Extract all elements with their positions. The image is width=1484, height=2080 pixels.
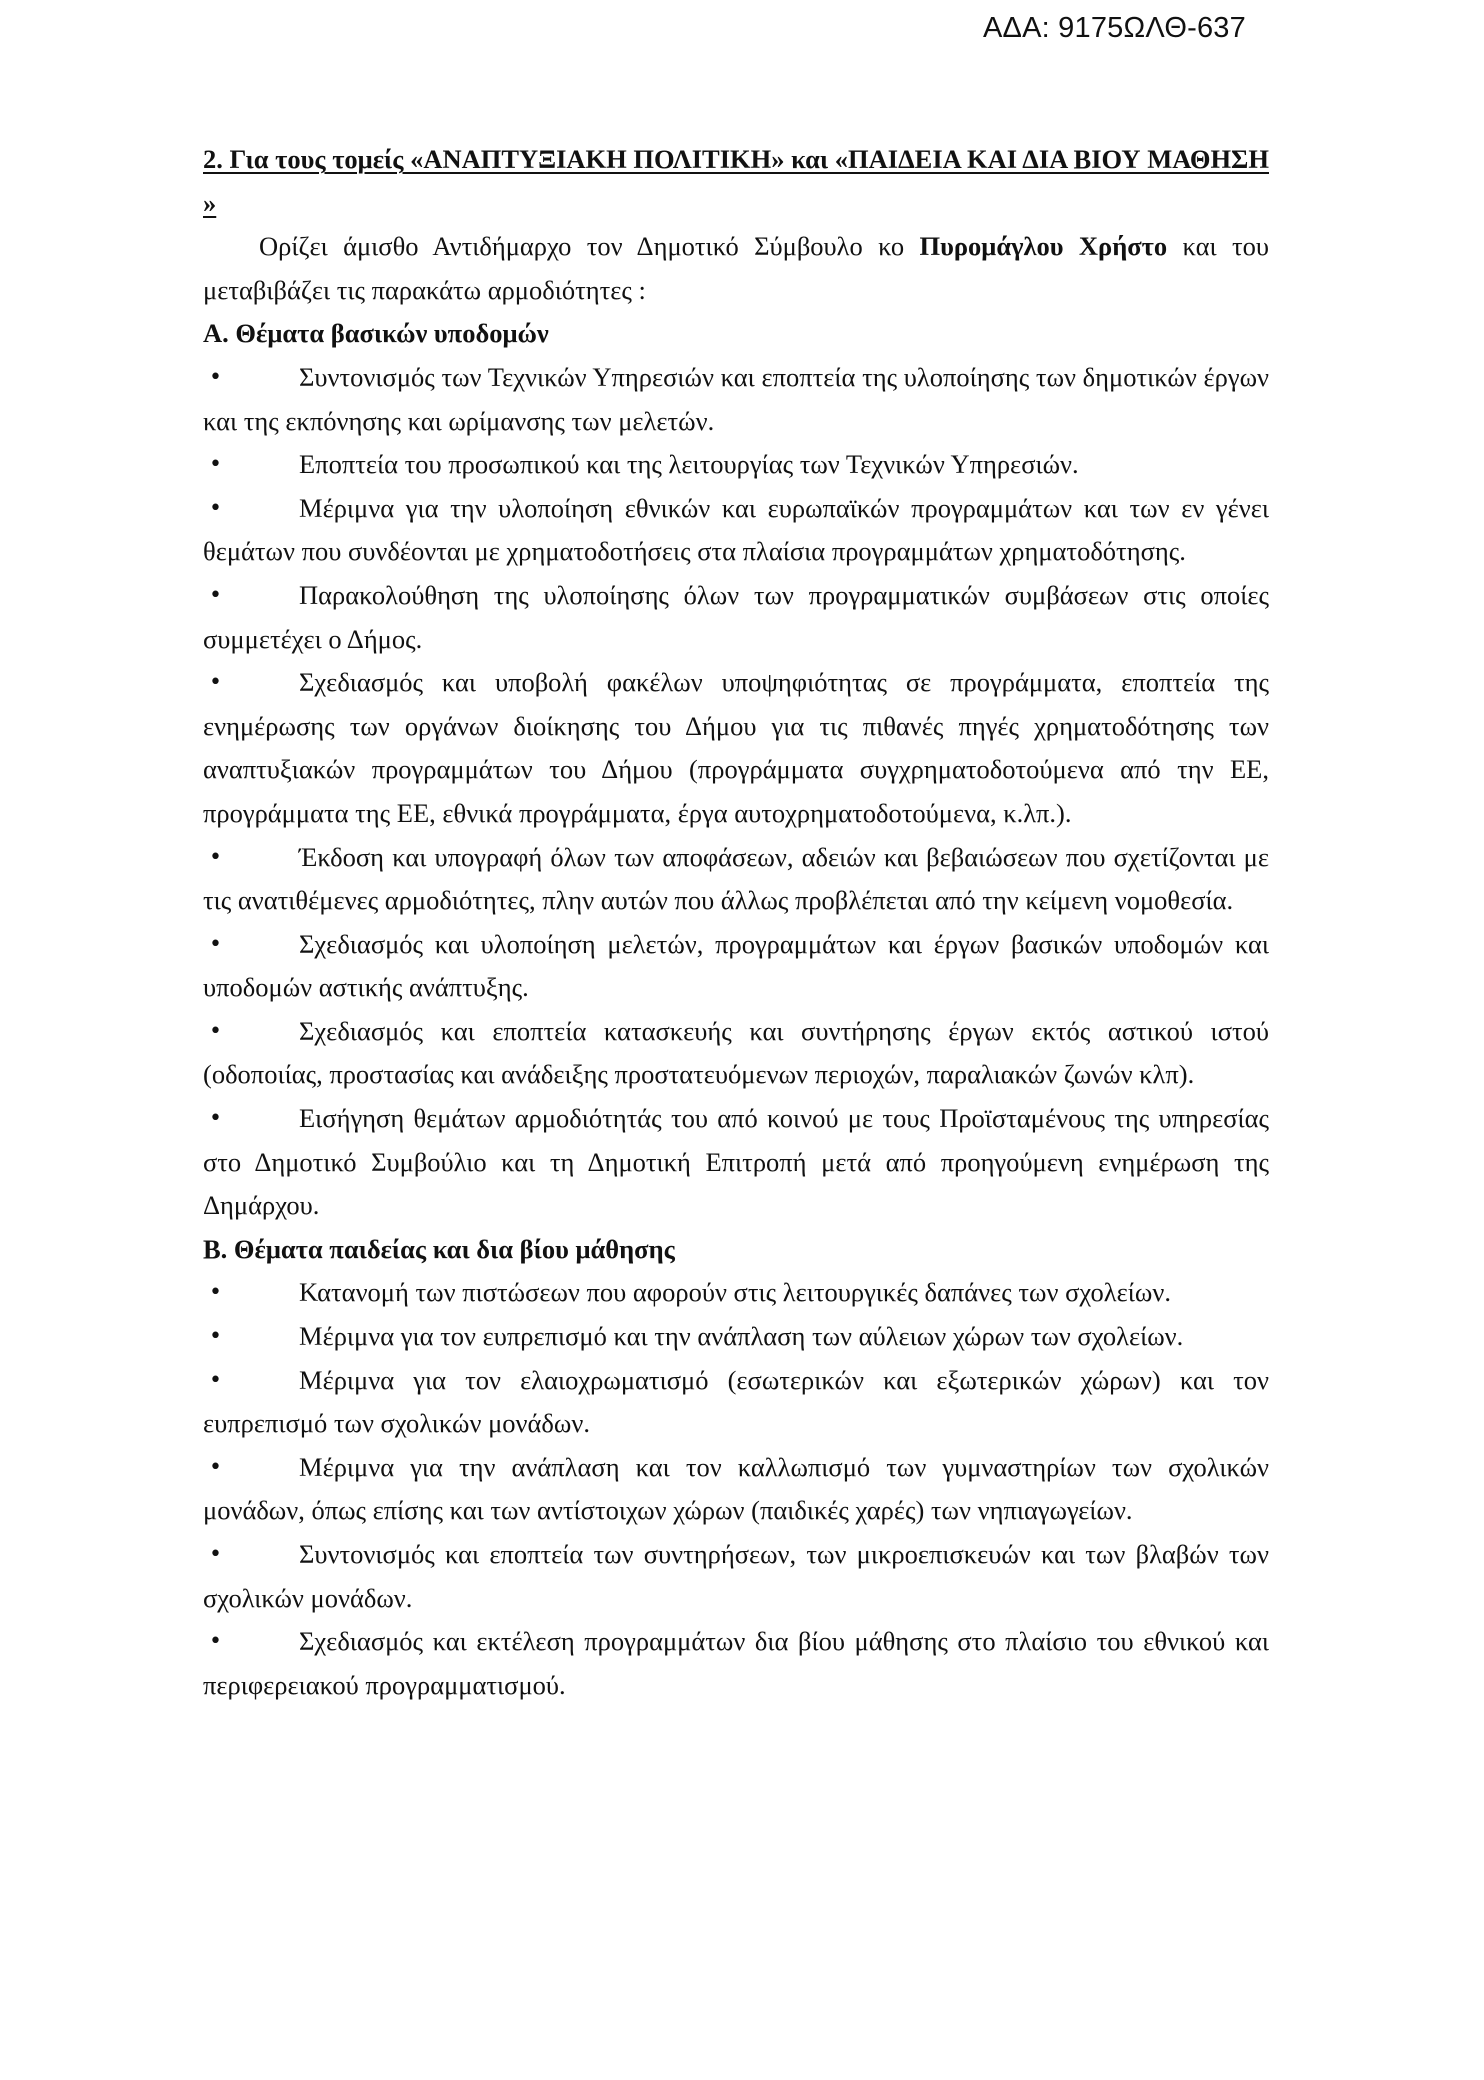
- bullet-list-b: [203, 1271, 1269, 1707]
- list-item-text: Μέριμνα για την υλοποίηση εθνικών και ευρωπαϊκών προγραμμάτων και των εν γένει θεμάτων που συνδέονται με χρηματοδοτήσεις στα πλαίσια προγραμμάτων χρηματοδότησης.: [203, 492, 1269, 567]
- list-item-text: Κατανομή των πιστώσεων που αφορούν στις λειτουργικές δαπάνες των σχολείων.: [299, 1277, 1171, 1308]
- list-item: [203, 1271, 1269, 1315]
- bullet-icon: •: [209, 1324, 222, 1350]
- list-item-text: Σχεδιασμός και εποπτεία κατασκευής και συντήρησης έργων εκτός αστικού ιστού (οδοποιίας, προστασίας και ανάδειξης προστατευόμενων περιοχών, παραλιακών ζωνών κλπ).: [203, 1015, 1269, 1090]
- list-item: [203, 443, 1269, 487]
- intro-paragraph: [203, 225, 1269, 312]
- intro-text-2: και του μεταβιβάζει τις παρακάτω αρμοδιότητες :: [203, 231, 1269, 305]
- list-item: [203, 1533, 1269, 1620]
- bullet-icon: •: [209, 670, 222, 696]
- bullet-icon: •: [209, 1629, 222, 1655]
- list-item: [203, 1359, 1269, 1446]
- bullet-icon: •: [209, 1367, 222, 1393]
- list-item: [203, 1315, 1269, 1359]
- list-item: [203, 923, 1269, 1010]
- list-item: [203, 1620, 1269, 1707]
- list-item: [203, 574, 1269, 661]
- bullet-icon: •: [209, 364, 222, 390]
- list-item: [203, 487, 1269, 574]
- bullet-icon: •: [209, 1454, 222, 1480]
- list-item-text: Έκδοση και υπογραφή όλων των αποφάσεων, αδειών και βεβαιώσεων που σχετίζονται με τις ανατιθέμενες αρμοδιότητες, πλην αυτών που άλλως προβλέπεται από την κείμενη νομοθεσία.: [203, 841, 1269, 916]
- subsection-title-b: Β. Θέματα παιδείας και δια βίου μάθησης: [203, 1233, 675, 1264]
- bullet-icon: •: [209, 582, 222, 608]
- document-body: [203, 138, 1269, 1707]
- list-item: [203, 356, 1269, 443]
- bullet-icon: •: [209, 931, 222, 957]
- bullet-icon: •: [209, 1106, 222, 1132]
- list-item: [203, 1010, 1269, 1097]
- intro-text-1: Ορίζει άμισθο Αντιδήμαρχο τον Δημοτικό Σύμβουλο κο: [259, 231, 920, 262]
- list-item-text: Μέριμνα για τον ελαιοχρωματισμό (εσωτερικών και εξωτερικών χώρων) και τον ευπρεπισμό των σχολικών μονάδων.: [203, 1364, 1269, 1439]
- list-item-text: Εποπτεία του προσωπικού και της λειτουργίας των Τεχνικών Υπηρεσιών.: [299, 449, 1079, 480]
- list-item-text: Μέριμνα για την ανάπλαση και τον καλλωπισμό των γυμναστηρίων των σχολικών μονάδων, όπως επίσης και των αντίστοιχων χώρων (παιδικές χαρές) των νηπιαγωγείων.: [203, 1451, 1269, 1526]
- bullet-icon: •: [209, 452, 222, 478]
- councillor-name: Πυρομάγλου Χρήστο: [919, 231, 1168, 262]
- list-item-text: Μέριμνα για τον ευπρεπισμό και την ανάπλαση των αύλειων χώρων των σχολείων.: [299, 1321, 1184, 1352]
- bullet-icon: •: [209, 844, 222, 870]
- subsection-title-a: Α. Θέματα βασικών υποδομών: [203, 318, 549, 349]
- bullet-icon: •: [209, 1542, 222, 1567]
- bullet-icon: •: [209, 495, 222, 521]
- list-item-text: Σχεδιασμός και υλοποίηση μελετών, προγραμμάτων και έργων βασικών υποδομών και υποδομών αστικής ανάπτυξης.: [203, 928, 1269, 1003]
- ada-document-id: ΑΔΑ: 9175ΩΛΘ-637: [983, 12, 1246, 44]
- list-item-text: Σχεδιασμός και υποβολή φακέλων υποψηφιότητας σε προγράμματα, εποπτεία της ενημέρωσης των οργάνων διοίκησης του Δήμου για τις πιθανές πηγές χρηματοδότησης των αναπτυξιακών προγραμμάτων του Δήμου (προγράμματα συγχρηματοδοτούμενα από την ΕΕ, προγράμματα της ΕΕ, εθνικά προγράμματα, έργα αυτοχρηματοδοτούμενα, κ.λπ.).: [203, 667, 1269, 828]
- list-item-text: Συντονισμός και εποπτεία των συντηρήσεων, των μικροεπισκευών και των βλαβών των σχολικών μονάδων.: [203, 1539, 1269, 1613]
- list-item-text: Συντονισμός των Τεχνικών Υπηρεσιών και εποπτεία της υλοποίησης των δημοτικών έργων και της εκπόνησης και ωρίμανσης των μελετών.: [203, 361, 1269, 436]
- bullet-icon: •: [209, 1018, 222, 1044]
- bullet-icon: •: [209, 1280, 222, 1306]
- section-heading: 2. Για τους τομείς «ΑΝΑΠΤΥΞΙΑΚΗ ΠΟΛΙΤΙΚΗ» και «ΠΑΙΔΕΙΑ ΚΑΙ ΔΙΑ ΒΙΟΥ ΜΑΘΗΣΗ »: [203, 144, 1269, 218]
- bullet-list-a: [203, 356, 1269, 1228]
- list-item: [203, 661, 1269, 835]
- list-item: [203, 1446, 1269, 1533]
- list-item-text: Σχεδιασμός και εκτέλεση προγραμμάτων δια βίου μάθησης στο πλαίσιο του εθνικού και περιφερειακού προγραμματισμού.: [203, 1626, 1269, 1700]
- list-item-text: Εισήγηση θεμάτων αρμοδιότητάς του από κοινού με τους Προϊσταμένους της υπηρεσίας στο Δημοτικό Συμβούλιο και τη Δημοτική Επιτροπή μετά από προηγούμενη ενημέρωση της Δημάρχου.: [203, 1103, 1269, 1221]
- list-item: [203, 836, 1269, 923]
- list-item: [203, 1097, 1269, 1228]
- list-item-text: Παρακολούθηση της υλοποίησης όλων των προγραμματικών συμβάσεων στις οποίες συμμετέχει ο Δήμος.: [203, 579, 1269, 654]
